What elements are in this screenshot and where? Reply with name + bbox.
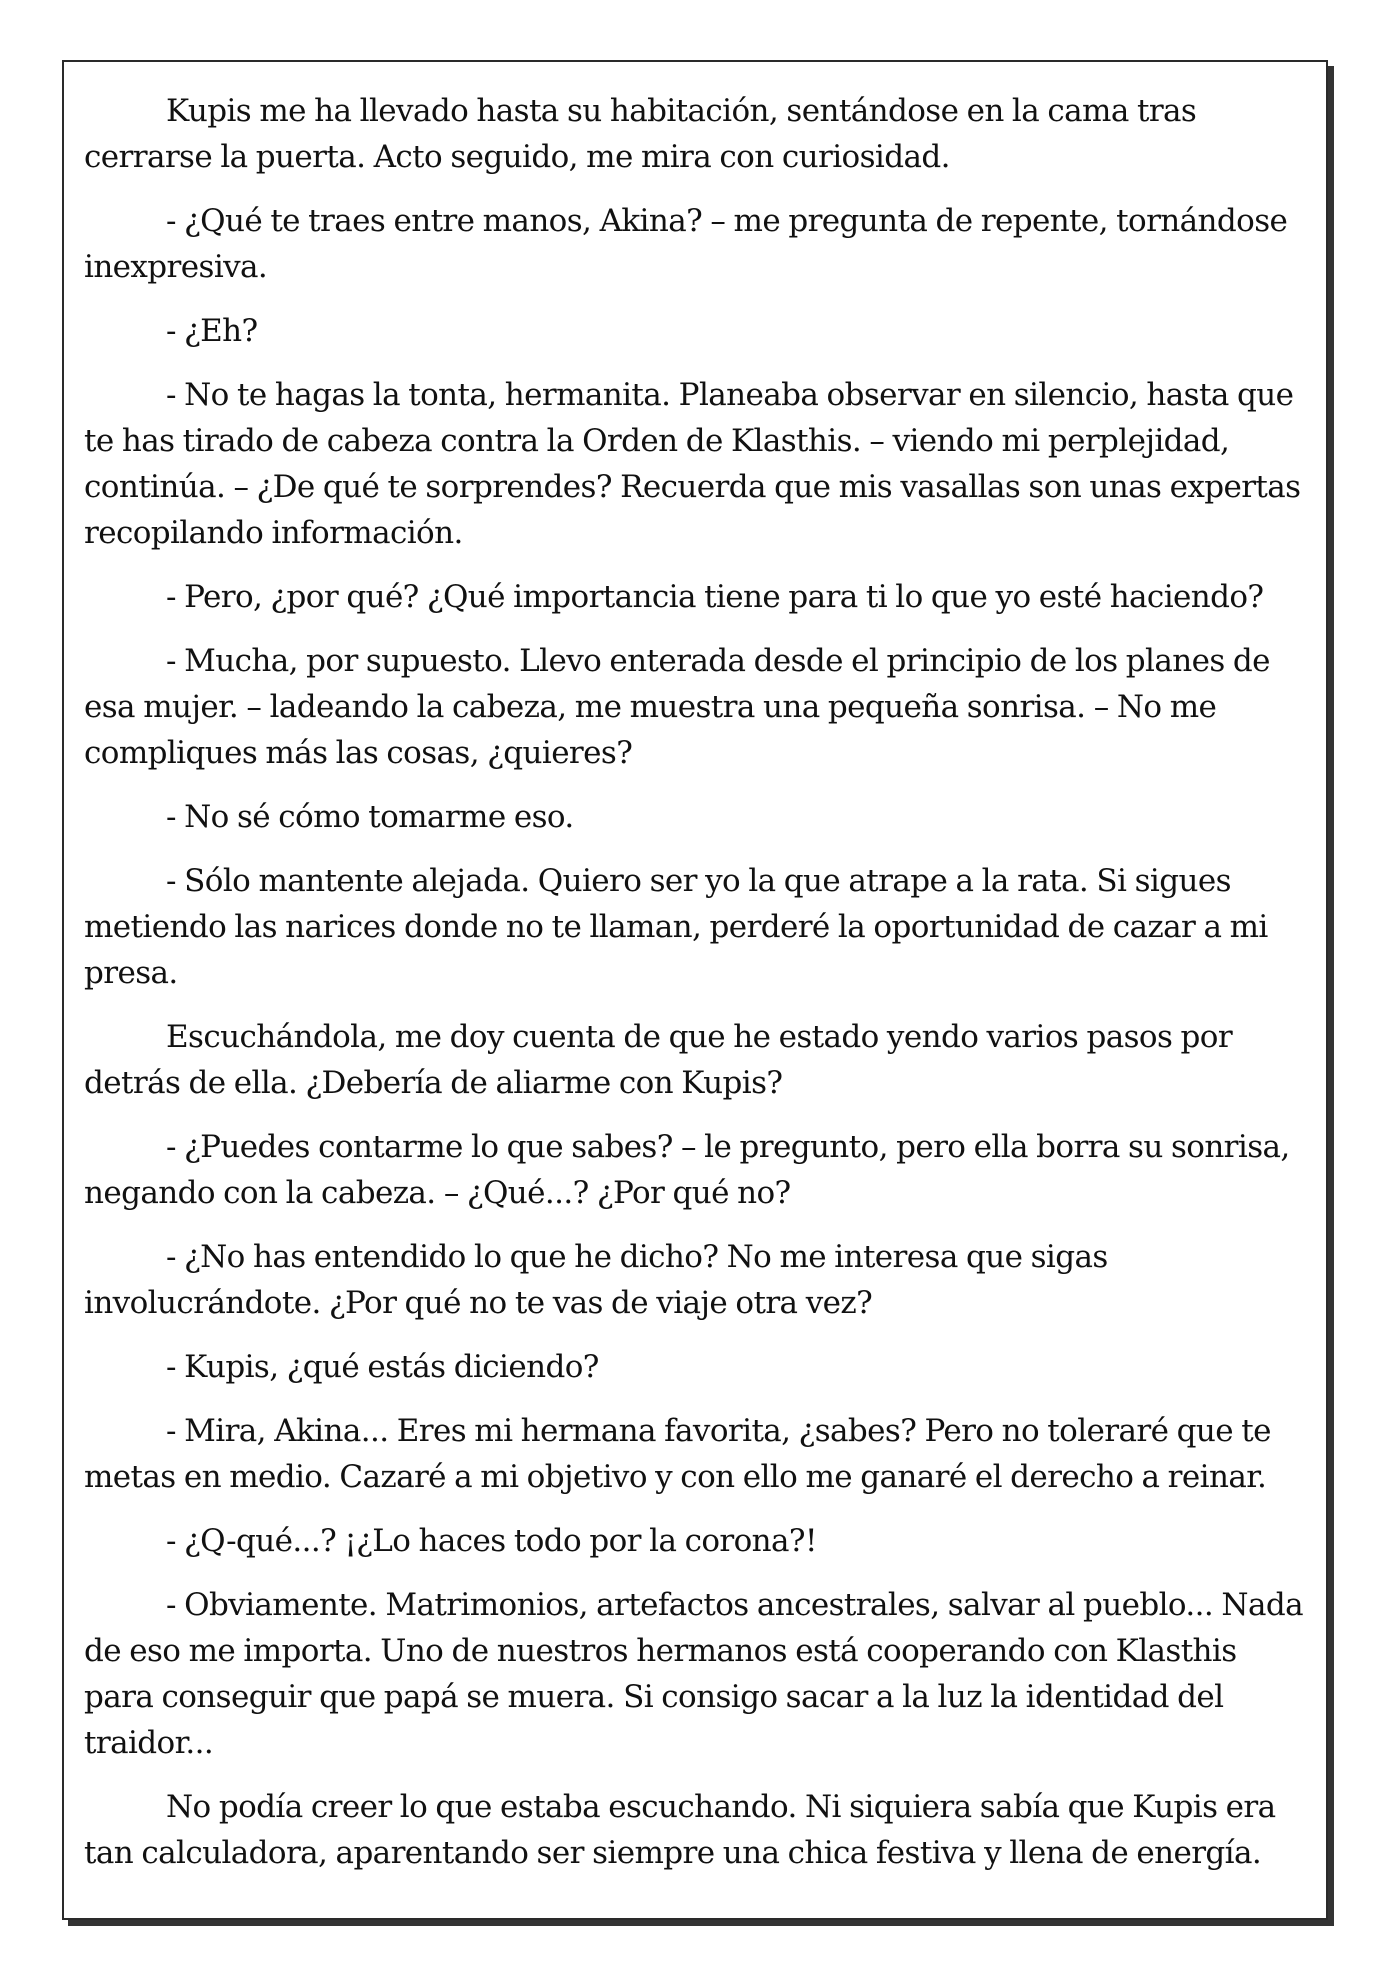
paragraph: Kupis me ha llevado hasta su habitación, sentándose en la cama tras cerrarse la puerta. Acto seguido, me mira con curiosidad. bbox=[84, 93, 1197, 175]
paragraph: - ¿Eh? bbox=[166, 313, 258, 349]
paragraph: - ¿Qué te traes entre manos, Akina? – me pregunta de repente, tornándose inexpresiva. bbox=[84, 203, 1288, 285]
paragraph: - Pero, ¿por qué? ¿Qué importancia tiene para ti lo que yo esté haciendo? bbox=[166, 579, 1264, 615]
paragraph: - Mira, Akina... Eres mi hermana favorita, ¿sabes? Pero no toleraré que te metas en medio. Cazaré a mi objetivo y con ello me ganaré el derecho a reinar. bbox=[84, 1413, 1271, 1495]
paragraph: - ¿Puedes contarme lo que sabes? – le pregunto, pero ella borra su sonrisa, negando con la cabeza. – ¿Qué...? ¿Por qué no? bbox=[84, 1129, 1290, 1211]
paragraph: - No sé cómo tomarme eso. bbox=[166, 799, 574, 835]
page-content bbox=[84, 88, 1306, 1894]
page-frame bbox=[62, 60, 1328, 1920]
paragraph: - No te hagas la tonta, hermanita. Planeaba observar en silencio, hasta que te has tirado de cabeza contra la Orden de Klasthis. – viendo mi perplejidad, continúa. – ¿De qué te sorprendes? Recuerda que mis vasallas son unas expertas recopilando información. bbox=[84, 377, 1301, 551]
paragraph: - Sólo mantente alejada. Quiero ser yo la que atrape a la rata. Si sigues metiendo las narices donde no te llaman, perderé la oportunidad de cazar a mi presa. bbox=[84, 863, 1268, 991]
paragraph: - Kupis, ¿qué estás diciendo? bbox=[166, 1349, 599, 1385]
paragraph: - ¿Q-qué...? ¡¿Lo haces todo por la corona?! bbox=[166, 1523, 817, 1559]
paragraph: - ¿No has entendido lo que he dicho? No me interesa que sigas involucrándote. ¿Por qué no te vas de viaje otra vez? bbox=[84, 1239, 1108, 1321]
paragraph: - Obviamente. Matrimonios, artefactos ancestrales, salvar al pueblo... Nada de eso me importa. Uno de nuestros hermanos está cooperando con Klasthis para conseguir que papá se muera. Si consigo sacar a la luz la identidad del traidor... bbox=[84, 1587, 1303, 1761]
paragraph: - Mucha, por supuesto. Llevo enterada desde el principio de los planes de esa mujer. – ladeando la cabeza, me muestra una pequeña sonrisa. – No me compliques más las cosas, ¿quieres? bbox=[84, 643, 1270, 771]
paragraph: Escuchándola, me doy cuenta de que he estado yendo varios pasos por detrás de ella. ¿Debería de aliarme con Kupis? bbox=[84, 1019, 1233, 1101]
paragraph: No podía creer lo que estaba escuchando. Ni siquiera sabía que Kupis era tan calculadora, aparentando ser siempre una chica festiva y llena de energía. bbox=[84, 1789, 1276, 1871]
